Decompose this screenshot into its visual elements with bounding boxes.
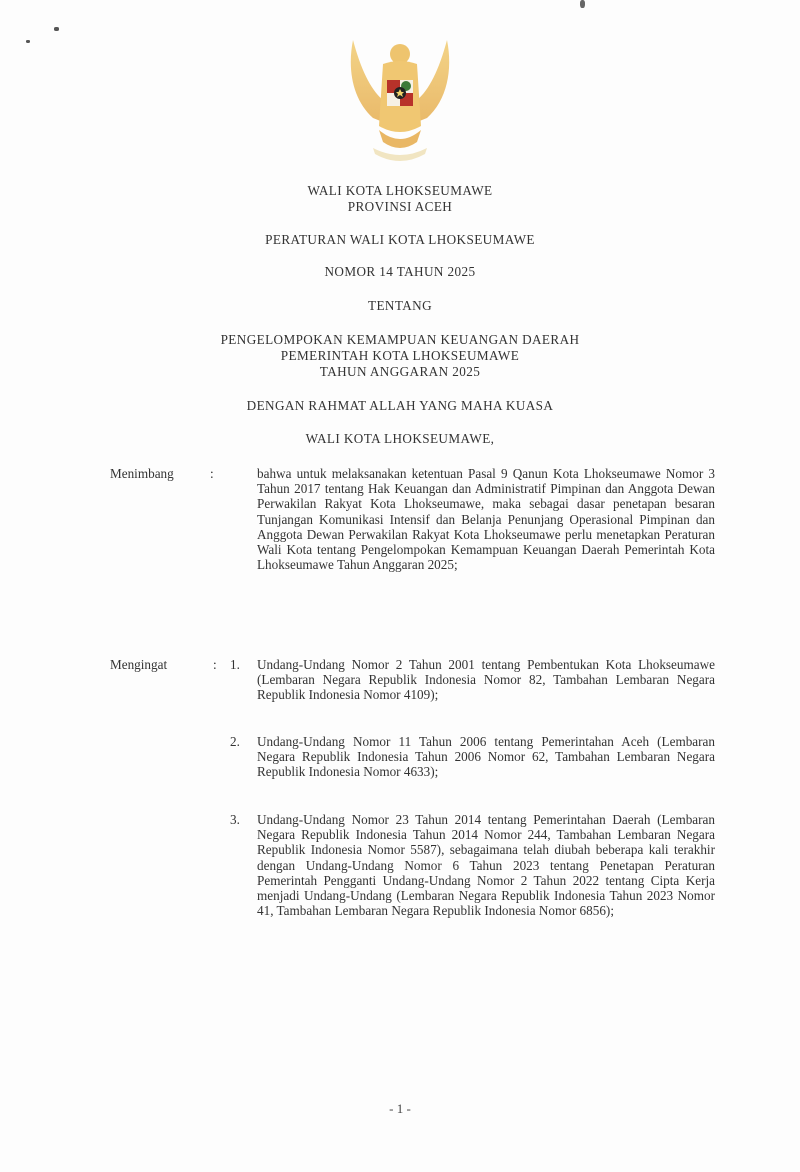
mengingat-item-2-number: 2. (230, 734, 240, 749)
subject-line-2: PEMERINTAH KOTA LHOKSEUMAWE (280, 348, 520, 363)
invocation: DENGAN RAHMAT ALLAH YANG MAHA KUASA (246, 398, 554, 413)
mengingat-item-2-text: Undang-Undang Nomor 11 Tahun 2006 tentang Pemerintahan Aceh (Lembaran Negara Republik Indonesia Tahun 2006 Nomor 62, Tambahan Lembaran Negara Republik Indonesia Nomor 4633); (257, 734, 715, 780)
about-heading: TENTANG (367, 298, 432, 313)
mengingat-item-1-text: Undang-Undang Nomor 2 Tahun 2001 tentang Pembentukan Kota Lhokseumawe (Lembaran Negara Republik Indonesia Nomor 82, Tambahan Lembaran Negara Republik Indonesia Nomor 4109); (257, 657, 715, 703)
regulation-number: NOMOR 14 TAHUN 2025 (324, 264, 476, 279)
issuer-title: WALI KOTA LHOKSEUMAWE (307, 183, 493, 198)
menimbang-label: Menimbang (110, 466, 174, 481)
mengingat-colon: : (213, 657, 217, 672)
scan-speck (54, 27, 59, 31)
regulation-title: PERATURAN WALI KOTA LHOKSEUMAWE (265, 232, 535, 247)
scan-speck (26, 40, 30, 43)
mengingat-label: Mengingat (110, 657, 168, 672)
province-title: PROVINSI ACEH (347, 199, 453, 214)
subject-line-3: TAHUN ANGGARAN 2025 (319, 364, 481, 379)
authority: WALI KOTA LHOKSEUMAWE, (305, 431, 495, 446)
garuda-emblem-icon (343, 30, 457, 170)
mengingat-item-1-number: 1. (230, 657, 240, 672)
page-number: - 1 - (389, 1101, 411, 1116)
mengingat-item-3-number: 3. (230, 812, 240, 827)
mengingat-item-3-text: Undang-Undang Nomor 23 Tahun 2014 tentang Pemerintahan Daerah (Lembaran Negara Republik Indonesia Tahun 2014 Nomor 244, Tambahan Lembaran Negara Republik Indonesia Nomor 5587), sebagaimana telah diubah beberapa kali terakhir dengan Undang-Undang Nomor 6 Tahun 2023 tentang Penetapan Peraturan Pemerintah Pengganti Undang-Undang Nomor 2 Tahun 2022 tentang Cipta Kerja menjadi Undang-Undang (Lembaran Negara Republik Indonesia Tahun 2023 Nomor 41, Tambahan Lembaran Negara Republik Indonesia Nomor 6856); (257, 812, 715, 919)
menimbang-colon: : (210, 466, 214, 481)
subject-line-1: PENGELOMPOKAN KEMAMPUAN KEUANGAN DAERAH (220, 332, 580, 347)
menimbang-text: bahwa untuk melaksanakan ketentuan Pasal 9 Qanun Kota Lhokseumawe Nomor 3 Tahun 2017 tentang Hak Keuangan dan Administratif Pimpinan dan Anggota Dewan Perwakilan Rakyat Kota Lhokseumawe, maka sebagai dasar penetapan besaran Tunjangan Komunikasi Intensif dan Belanja Penunjang Operasional Pimpinan dan Anggota Dewan Perwakilan Rakyat Kota Lhokseumawe perlu menetapkan Peraturan Wali Kota tentang Pengelompokan Kemampuan Keuangan Daerah Pemerintah Kota Lhokseumawe Tahun Anggaran 2025; (257, 466, 715, 573)
scan-speck (580, 0, 585, 8)
